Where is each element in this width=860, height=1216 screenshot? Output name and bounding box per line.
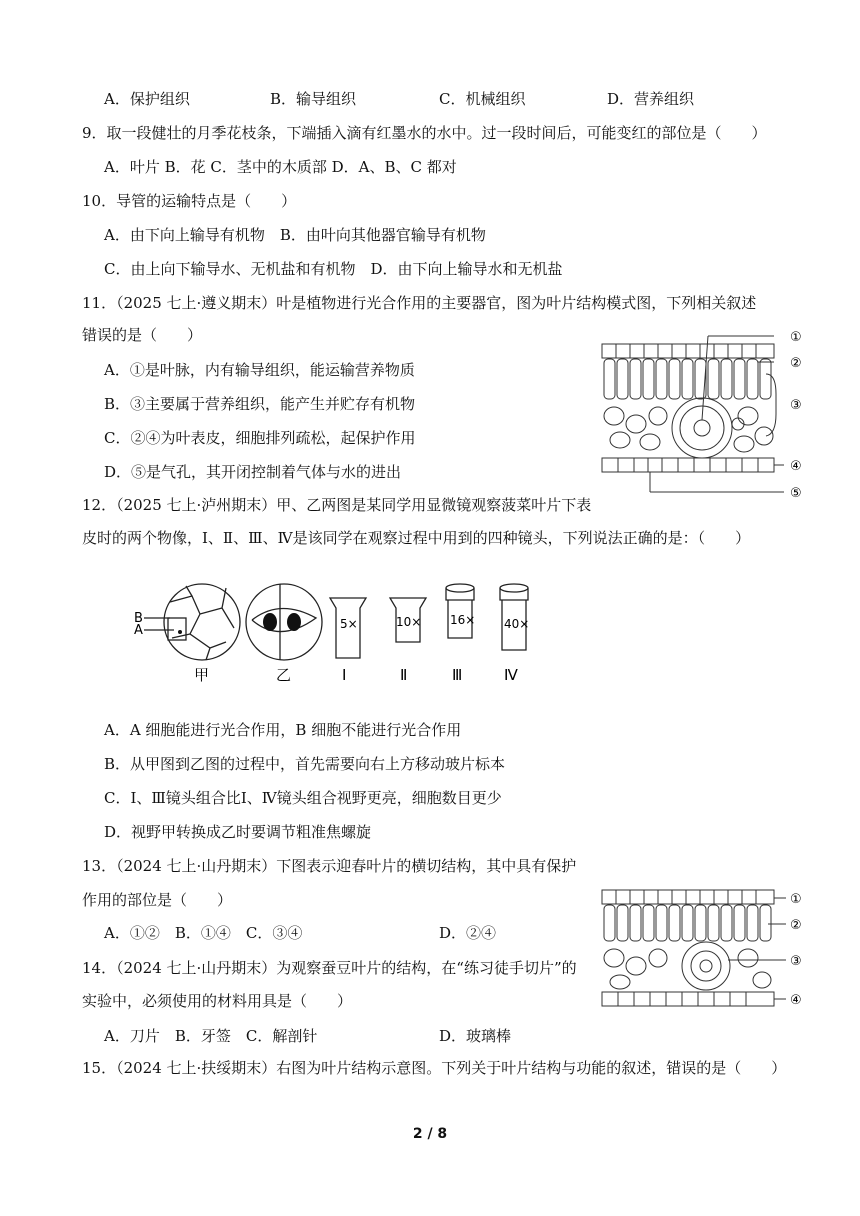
view-label-yi: 乙: [276, 666, 292, 684]
question-12-option-b: B．从甲图到乙图的过程中，首先需要向右上方移动玻片标本: [104, 755, 506, 773]
lens-1-label: Ⅰ: [342, 666, 347, 684]
figure2-label-4: ④: [790, 993, 802, 1008]
lens-2-label: Ⅱ: [400, 666, 408, 684]
question-10-stem: 10．导管的运输特点是（ ）: [82, 192, 297, 210]
page-number: 2 / 8: [412, 1126, 448, 1142]
figure2-label-3: ③: [790, 954, 802, 969]
lens-4-mag: 40×: [504, 617, 530, 631]
figure2-label-1: ①: [790, 892, 802, 907]
question-14-option-d: D．玻璃棒: [439, 1027, 512, 1045]
question-12-stem-cont: 皮时的两个物像，Ⅰ、Ⅱ、Ⅲ、Ⅳ是该同学在观察过程中用到的四种镜头，下列说法正确的是：（ ）: [82, 529, 751, 547]
question-12-option-a: A．A 细胞能进行光合作用，B 细胞不能进行光合作用: [104, 721, 462, 739]
question-10-options-cd: C．由上向下输导水、无机盐和有机物 D．由下向上输导水和无机盐: [104, 260, 563, 278]
figure-label-2: ②: [790, 356, 802, 371]
lens-3-label: Ⅲ: [452, 666, 463, 684]
question-10-options-ab: A．由下向上输导有机物 B．由叶向其他器官输导有机物: [104, 226, 486, 244]
figure-label-4: ④: [790, 459, 802, 474]
figure-label-5: ⑤: [790, 486, 802, 501]
figure2-label-2: ②: [790, 918, 802, 933]
question-11-stem-cont: 错误的是（ ）: [82, 326, 203, 344]
option-a: A．保护组织: [104, 90, 190, 108]
question-14-stem-cont: 实验中，必须使用的材料用具是（ ）: [82, 992, 353, 1010]
leaf-cross-section-figure: [598, 324, 813, 506]
question-9-stem: 9．取一段健壮的月季花枝条，下端插入滴有红墨水的水中。过一段时间后，可能变红的部位是（ ）: [82, 124, 767, 142]
cell-label-b: B: [134, 611, 143, 626]
cell-label-a: A: [134, 623, 143, 638]
question-12-stem: 12．（2025 七上·泸州期末）甲、乙两图是某同学用显微镜观察菠菜叶片下表: [82, 496, 592, 514]
question-15-stem: 15．（2024 七上·扶绥期末）右图为叶片结构示意图。下列关于叶片结构与功能的叙述，错误的是（ ）: [82, 1059, 787, 1077]
view-label-jia: 甲: [194, 666, 210, 684]
lens-3-mag: 16×: [450, 613, 476, 627]
question-14-stem: 14．（2024 七上·山丹期末）为观察蚕豆叶片的结构，在“练习徒手切片”的: [82, 959, 577, 977]
question-14-options: A．刀片 B．牙签 C．解剖针: [104, 1027, 318, 1045]
question-11-stem: 11．（2025 七上·遵义期末）叶是植物进行光合作用的主要器官，图为叶片结构模式图，下列相关叙述: [82, 294, 757, 312]
microscope-figure: [130, 578, 540, 690]
lens-2-mag: 10×: [396, 615, 422, 629]
figure-label-1: ①: [790, 330, 802, 345]
question-13-option-d: D．②④: [439, 924, 497, 942]
question-9-options: A．叶片 B．花 C．茎中的木质部 D．A、B、C 都对: [104, 158, 457, 176]
lens-4-label: Ⅳ: [504, 666, 518, 684]
question-13-stem: 13．（2024 七上·山丹期末）下图表示迎春叶片的横切结构，其中具有保护: [82, 857, 577, 875]
question-11-option-b: B．③主要属于营养组织，能产生并贮存有机物: [104, 395, 416, 413]
lens-1-mag: 5×: [340, 617, 358, 631]
option-b: B．输导组织: [270, 90, 357, 108]
option-c: C．机械组织: [439, 90, 526, 108]
leaf-cross-section-figure-2: [598, 886, 813, 1014]
question-12-option-d: D．视野甲转换成乙时要调节粗准焦螺旋: [104, 823, 372, 841]
figure-label-3: ③: [790, 398, 802, 413]
question-11-option-c: C．②④为叶表皮，细胞排列疏松，起保护作用: [104, 429, 416, 447]
question-13-stem-cont: 作用的部位是（ ）: [82, 891, 233, 909]
option-d: D．营养组织: [607, 90, 695, 108]
question-12-option-c: C．Ⅰ、Ⅲ镜头组合比Ⅰ、Ⅳ镜头组合视野更亮，细胞数目更少: [104, 789, 502, 807]
question-13-options: A．①② B．①④ C．③④: [104, 924, 303, 942]
question-11-option-a: A．①是叶脉，内有输导组织，能运输营养物质: [104, 361, 415, 379]
question-11-option-d: D．⑤是气孔，其开闭控制着气体与水的进出: [104, 463, 402, 481]
